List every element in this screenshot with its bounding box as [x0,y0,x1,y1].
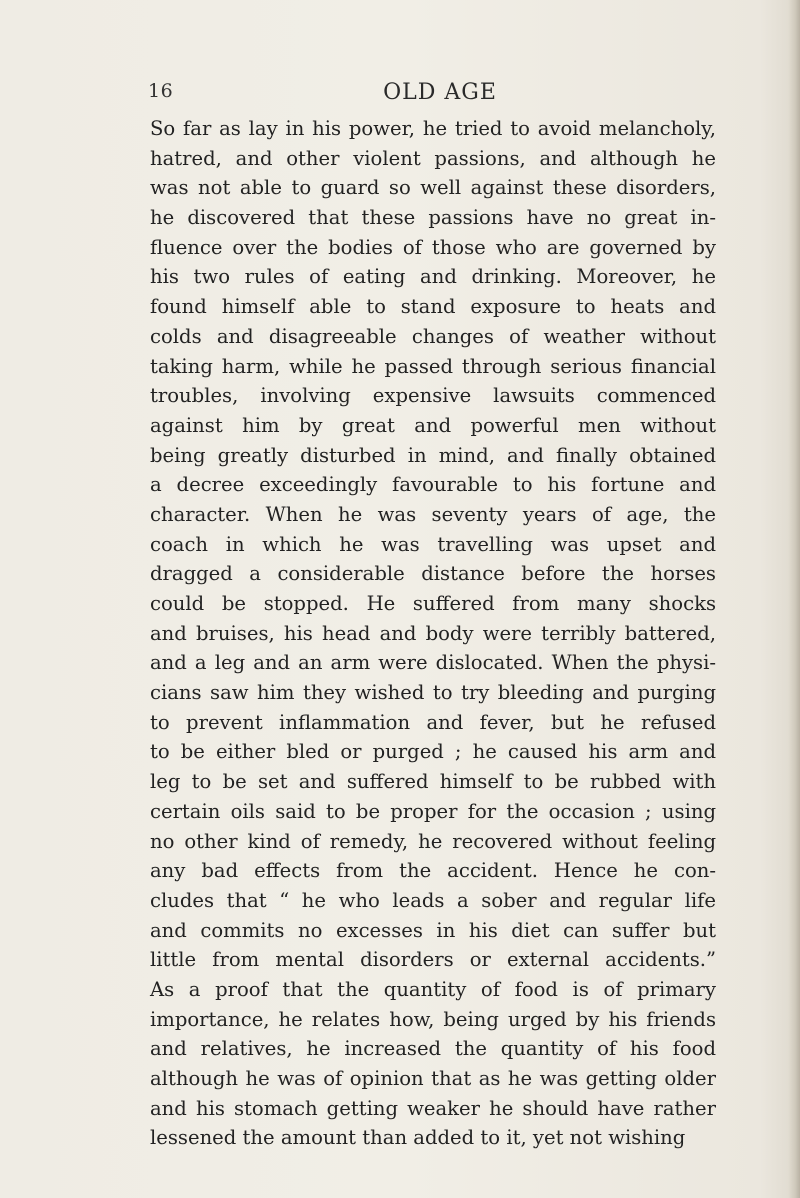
text-line: his two rules of eating and drinking. Moreover, he [150,265,716,289]
text-line: was not able to guard so well against these disorders, [150,176,716,200]
text-line: coach in which he was travelling was upset and [150,532,716,556]
text-line: could be stopped. He suffered from many shocks [150,592,716,615]
text-line: to prevent inflammation and fever, but he refused [150,710,716,734]
text-line: dragged a considerable distance before the horses [150,562,716,586]
text-line: any bad effects from the accident. Hence he con- [150,859,716,883]
text-line: little from mental disorders or external accidents.” [150,948,716,972]
text-line: to be either bled or purged ; he caused his arm and [150,740,716,764]
text-line: fluence over the bodies of those who are governed by [150,235,716,259]
text-line: he discovered that these passions have no great in- [150,206,716,230]
text-line: and relatives, he increased the quantity of his food [150,1037,716,1061]
body-text [150,114,716,1153]
text-line: importance, he relates how, being urged by his friends [150,1007,716,1031]
text-line: being greatly disturbed in mind, and finally obtained [150,443,716,467]
page-number: 16 [148,80,174,102]
text-line: and bruises, his head and body were terribly battered, [150,621,716,645]
text-line: lessened the amount than added to it, yet not wishing [150,1126,686,1150]
text-line: So far as lay in his power, he tried to avoid melancholy, [150,117,716,140]
text-line: certain oils said to be proper for the occasion ; using [150,799,716,823]
text-line: and his stomach getting weaker he should have rather [150,1096,716,1120]
page-edge-shadow [788,0,800,1198]
text-line: a decree exceedingly favourable to his fortune and [150,473,716,497]
text-line: colds and disagreeable changes of weather without [150,324,716,348]
running-head: OLD AGE [383,80,497,105]
text-line: taking harm, while he passed through serious financial [150,354,716,378]
text-line: character. When he was seventy years of age, the [150,502,716,526]
text-line: no other kind of remedy, he recovered without feeling [150,829,716,853]
text-line: and a leg and an arm were dislocated. When the physi- [150,651,716,675]
text-line: As a proof that the quantity of food is of primary [150,977,716,1001]
text-line: although he was of opinion that as he was getting older [150,1067,716,1090]
text-line: hatred, and other violent passions, and although he [150,146,716,170]
text-line: leg to be set and suffered himself to be rubbed with [150,770,716,794]
text-line: troubles, involving expensive lawsuits commenced [150,384,716,408]
text-line: found himself able to stand exposure to heats and [150,295,716,319]
text-line: cians saw him they wished to try bleeding and purging [150,681,716,705]
text-line: and commits no excesses in his diet can suffer but [150,918,716,942]
text-line: against him by great and powerful men without [150,413,716,437]
text-line: cludes that “ he who leads a sober and regular life [150,888,716,912]
